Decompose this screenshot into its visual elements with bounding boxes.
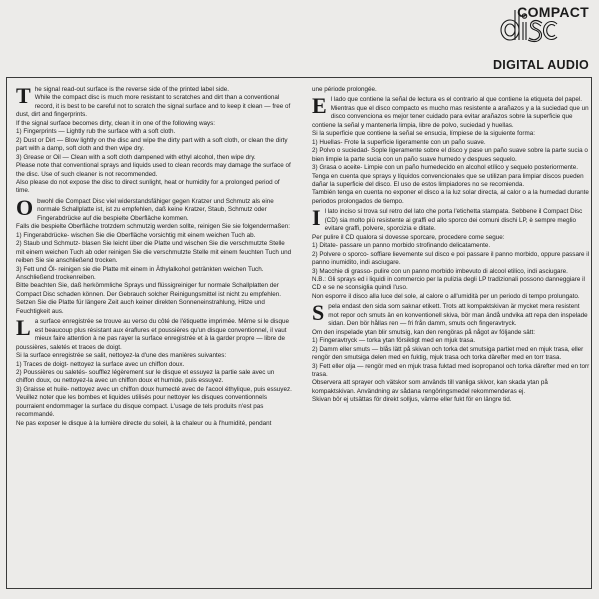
paragraph: Veuillez noter que les bombes et liquides utilisés pour nettoyer les disques conventionnels pourraient endommager la surface du disque compact. L'usage de tels produits n'est pas recommandé. (16, 394, 267, 419)
paragraph: l lado que contiene la señal de lectura es el contrario al que contiene la etiqueta del papel. Mientras que el disco compacto es mucho mas resistente a arañazos y a la suciedad que un disco convenciona es mejor tener cuidado para evitar arañazos sobre la superficie que contiene la señal y mantenerla limpia, libre de polvo, suciedad y huellas. (312, 96, 589, 129)
paragraph: Bitte beachten Sie, daß herkömmliche Sprays und flüssigreiniger fur normale Schallplatten der Compact Disc schaden können. Der Gebrauch solcher Reinigungsmittel ist nicht zu empfehlen. Setzen Sie die Platte für längere Zeit auch keiner direkten Sonneneinstrahlung, Hitze und Feuchtigkeit aus. (16, 282, 281, 315)
drop-cap: S (312, 300, 325, 326)
paragraph: Per pulire il CD qualora si dovesse sporcare, procedere come segue: (312, 233, 505, 241)
paragraph: Observera att sprayer och vätskor som används till vanliga skivor, kan skada ytan på kompaktskivan. Användning av sådana rengöringsmedel rekommenderas ej. (312, 379, 548, 395)
paragraph: Si la surface enregistrée se salit, nettoyez-la d'une des manières suivantes: (16, 352, 227, 360)
svg-text:disc (528, 51, 529, 52)
paragraph: he signal read-out surface is the reverse side of the printed label side. (34, 86, 229, 93)
logo-digital-audio-text: DIGITAL AUDIO (492, 58, 589, 72)
list-item: 1) Traces de doigt- nettoyez la surface avec un chiffon doux. (16, 360, 185, 368)
section-en (16, 83, 294, 196)
drop-cap: E (312, 93, 327, 119)
paragraph: También tenga en cuenta no exponer el disco a la luz solar directa, al calor o a la humedad durante periodos prolongados de tiempo. (312, 189, 589, 205)
drop-cap: O (16, 194, 34, 220)
paragraph: Om den inspelade ytan blir smutsig, kan den rengöras på något av följande sätt: (312, 328, 535, 336)
paragraph: If the signal surface becomes dirty, clean it in one of the following ways: (16, 119, 216, 127)
list-item: 1) Huellas- Frote la superficie ligeramente con un paño suave. (312, 138, 486, 146)
list-item: 1) Fingerabdrücke- wischen Sie die Oberfläche vorsichtig mit einem weichen Tuch ab. (16, 231, 256, 239)
drop-cap: T (16, 83, 31, 108)
list-item: 3) Graisse et huile- nettoyez avec un chiffon doux humecté avec de l'acool éthylique, puis essuyez. (16, 385, 292, 393)
list-item: 2) Staub und Schmutz- blasen Sie leicht über die Platte und wischen Sie die verschmutzte Stelle mit einem weichen Tuch ab oder reinigen Sie die verschmutzte Stelle mit einem feuchten Tuch und reiben Sie sie anschließend trocken. (16, 240, 292, 265)
paragraph: Also please do not expose the disc to direct sunlight, heat or humidity for a prolonged period of time. (16, 178, 280, 195)
drop-cap: L (16, 315, 31, 341)
paragraph: Ne pas exposer le disque à la lumière directe du soleil, à la chaleur ou à l'humidité, pendant (16, 419, 272, 427)
disc-wordmark (497, 8, 559, 58)
logo-compact-text: COMPACT (517, 4, 589, 20)
section-it (312, 205, 590, 301)
paragraph: Please note that conventional sprays and liquids used to clean records may damage the surface of the disc. Use of such cleaner is not recommended. (16, 162, 291, 178)
drop-cap: I (312, 205, 321, 231)
paragraph: Tenga en cuenta que sprays y líquidos convencionales que se utilizan para limpiar discos pueden dañar la superficie del disco. El uso de estos limpiadores no se recomienda. (312, 172, 584, 188)
section-es (312, 93, 590, 206)
paragraph: N.B.: Gli sprays ed i liquidi in commercio per la pulizia degli LP tradizionali possono danneggiare il CD e se ne sconsiglia quindi l'uso. (312, 275, 585, 292)
paragraph: a surface enregistrée se trouve au verso du côté de l'étiquette imprimée. Même si le disque est beaucoup plus résistant aux éraflures et poussières qu'un disque conventionnel, il vaut mieux faire attention à ne pas rayer la surface enregistrée et à la garder propre — libre de poussières, saletés et traces de doigt. (16, 318, 289, 351)
list-item: 2) Polvo o suciedad- Sople ligeramente sobre el disco y pase un paño suave sobre la parte sucia o bien limpie la parte sucia con un paño suave humedo y despues sequelo. (312, 147, 588, 163)
paragraph: pela endast den sida som saknar etikett. Trots att kompaktskivan är mycket mera resistent mot repor och smuts än en konventionell skiva, bör man ändå undvika att repa den inspelade sidan. Den bör hållas ren — fri från damm, smuts och fingeravtryck. (328, 303, 588, 328)
paragraph: Si la superficie que contiene la señal se ensucia, límpiese de la siguiente forma: (312, 130, 535, 138)
paragraph: l lato inciso si trova sul retro del lato che porta l'etichetta stampata. Sebbene il Compact Disc (CD) sia molto più resistente ai graffi ed allo sporco dei comuni dischi LP, è sempre meglio evitare graffi, polvere, sporcizia e ditate. (324, 208, 583, 233)
right-column (312, 86, 590, 407)
list-item: 3) Grasa o aceite- Limpie con un paño humedecido en alcohol etílico y sequelo posteriormente. (312, 164, 579, 172)
paragraph: bwohl die Compact Disc viel widerstandsfähiger gegen Kratzer und Schmutz als eine normale Schallplatte ist, ist zu empfehlen, daß keine Kratzer, Staub, Schmutz oder Fingerabdrücke auf die bespielte Oberfläche kommen. (37, 197, 274, 222)
paragraph: Skivan bör ej utsättas för direkt solljus, värme eller fukt för en längre tid. (312, 396, 512, 404)
paragraph: Non esporre il disco alla luce del sole, al calore o all'umidità per un periodo di tempo prolungato. (312, 292, 580, 300)
section-fr-cont (312, 86, 590, 94)
list-item: 2) Damm eller smuts — blås lätt på skivan och torka det smutsiga partiet med en mjuk trasa, eller rengör den smutsiga delen med en fuktig, mjuk trasa och torka därefter med en torr trasa. (312, 345, 584, 362)
list-item: 1) Ditate- passare un panno morbido strofinando delicatamente. (312, 242, 491, 250)
section-fr (16, 315, 294, 428)
list-item: 2) Polvere o sporco- soffiare lievemente sul disco e poi passare il panno morbido, oppure passare il panno inumidito, indi asciugare. (312, 250, 590, 267)
compact-disc-logo (492, 4, 591, 74)
list-item: 1) Fingeravtryck — torka ytan försiktigt med en mjuk trasa. (312, 337, 476, 345)
list-item: 3) Fett und Öl- reinigen sie die Platte mit einem in Äthylalkohol getränkten weichen Tuch. Anschließend trockenreiben. (16, 265, 264, 281)
list-item: 2) Poussières ou saletés- soufflez légèrement sur le disque et essuyez la partie sale avec un chiffon doux, ou nettoyez-la avec un chiffon doux et humide, puis essuyez. (16, 368, 275, 385)
paragraph: une période prolongée. (312, 86, 377, 93)
list-item: 1) Fingerprints — Lightly rub the surface with a soft cloth. (16, 128, 176, 136)
list-item: 2) Dust or Dirt — Blow lightly on the disc and wipe the dirty part with a soft cloth, or clean the dirty part with a damp, soft cloth and then wipe dry. (16, 136, 288, 153)
list-item: 3) Fett eller olja — rengör med en mjuk trasa fuktad med isopropanol och torka därefter med en torr trasa. (312, 362, 590, 378)
list-item: 3) Grease or Oil — Clean with a soft cloth dampened with ethyl alcohol, then wipe dry. (16, 153, 256, 161)
section-de (16, 194, 294, 316)
list-item: 3) Macchie di grasso- pulire con un panno morbido imbevuto di alcool etilico, indi asciugare. (312, 267, 568, 275)
paragraph: Falls die bespielte Oberfläche trotzdem schmutzig werden sollte, reinigen Sie sie folgendermaßen: (16, 223, 291, 231)
paragraph: While the compact disc is much more resistant to scratches and dirt than a conventional record, it is best to be careful not to scratch the signal surface and to keep it clean — free of dust, dirt and fingerprints. (16, 94, 291, 119)
left-column (16, 83, 294, 430)
section-sv (312, 300, 590, 404)
